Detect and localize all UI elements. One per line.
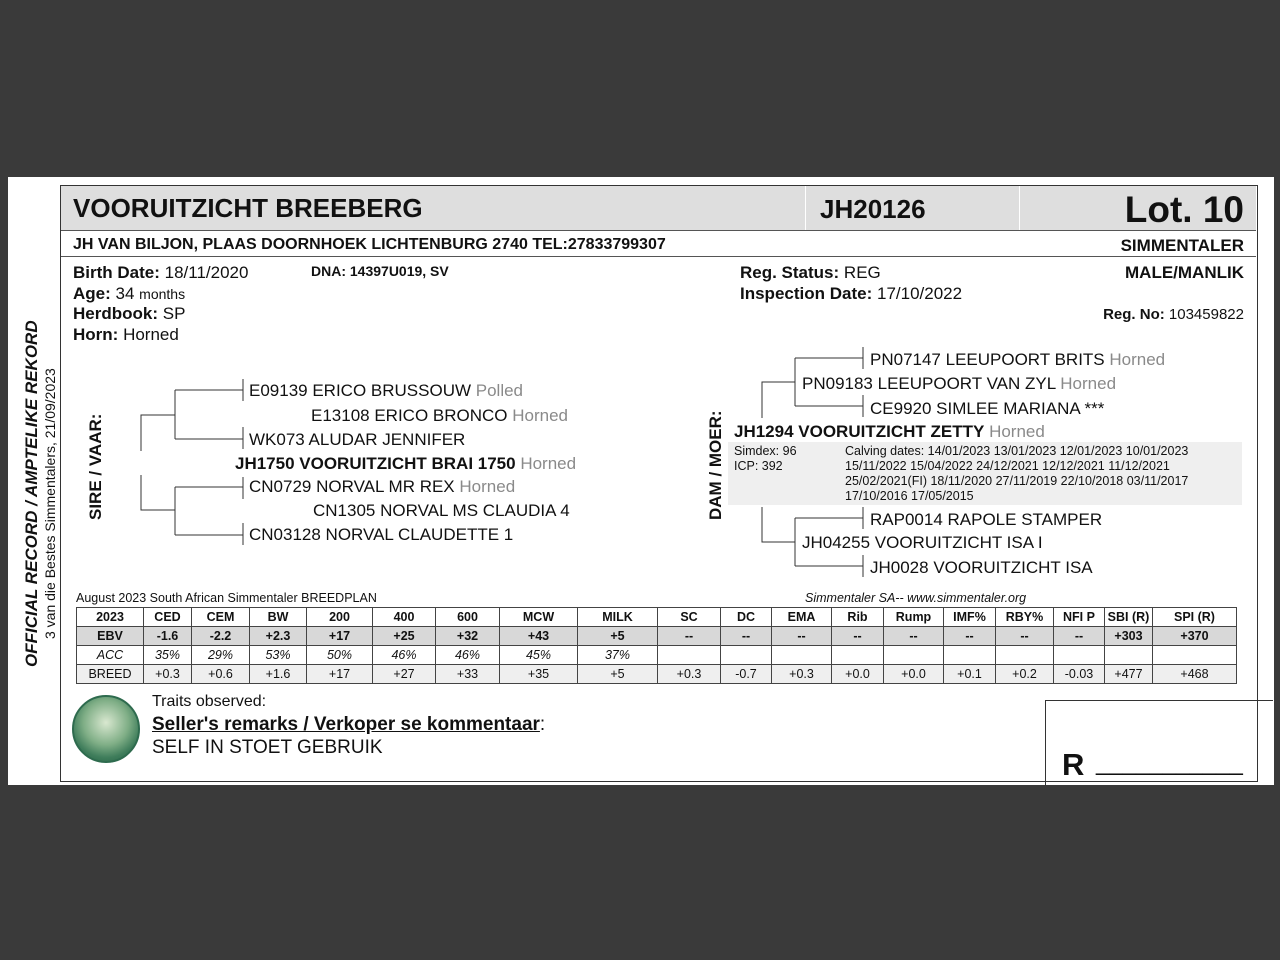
ebv-header-cell: Rump bbox=[884, 608, 944, 627]
age-unit: months bbox=[139, 286, 186, 302]
sire-sire-dam: WK073 ALUDAR JENNIFER bbox=[249, 430, 466, 449]
sire-dam-horn: Horned bbox=[459, 477, 516, 496]
ebv-header-cell: 600 bbox=[436, 608, 500, 627]
dam-sire-sire-horn: Horned bbox=[1109, 350, 1166, 369]
ebv-cell: +43 bbox=[500, 627, 578, 646]
price-currency: R bbox=[1062, 747, 1085, 782]
ebv-cell: 46% bbox=[373, 646, 436, 665]
ebv-cell: +35 bbox=[500, 665, 578, 684]
ebv-header-cell: MCW bbox=[500, 608, 578, 627]
ebv-cell bbox=[996, 646, 1054, 665]
horn-value: Horned bbox=[123, 325, 179, 344]
dam-sire-name: PN09183 LEEUPOORT VAN ZYL bbox=[802, 374, 1056, 393]
ebv-header-cell: SC bbox=[658, 608, 721, 627]
ebv-cell: +0.6 bbox=[192, 665, 250, 684]
ebv-header-cell: CED bbox=[144, 608, 192, 627]
ebv-cell: 50% bbox=[307, 646, 373, 665]
age-label: Age: bbox=[73, 284, 111, 303]
ebv-cell: 29% bbox=[192, 646, 250, 665]
ebv-cell: +2.3 bbox=[250, 627, 307, 646]
dam-dam-sire: RAP0014 RAPOLE STAMPER bbox=[870, 510, 1103, 529]
ebv-cell bbox=[1153, 646, 1237, 665]
ebv-cell bbox=[1105, 646, 1153, 665]
inspection-date-label: Inspection Date: bbox=[740, 284, 873, 303]
acc-row bbox=[77, 646, 1237, 665]
breed-avg-row bbox=[77, 665, 1237, 684]
reg-status-value: REG bbox=[843, 263, 881, 282]
reg-no-label: Reg. No: bbox=[1103, 306, 1165, 323]
breedplan-caption: August 2023 South African Simmentaler BREEDPLAN bbox=[76, 591, 377, 605]
dam-horn: Horned bbox=[989, 422, 1045, 441]
ebv-cell: 46% bbox=[436, 646, 500, 665]
ebv-cell: +468 bbox=[1153, 665, 1237, 684]
ebv-cell bbox=[832, 646, 884, 665]
ebv-header-cell: NFI P bbox=[1054, 608, 1105, 627]
simdex: Simdex: 96 bbox=[734, 444, 797, 458]
seller-remarks bbox=[152, 714, 545, 736]
sire-sire-horn: Polled bbox=[475, 381, 524, 400]
ebv-cell bbox=[884, 646, 944, 665]
animal-reg-id: JH20126 bbox=[820, 194, 926, 224]
dam-label: DAM / MOER: bbox=[706, 410, 725, 520]
ebv-header-cell: 400 bbox=[373, 608, 436, 627]
birth-date-value: 18/11/2020 bbox=[164, 263, 249, 282]
sire bbox=[235, 454, 576, 474]
calving-dates-line-2: 15/11/2022 15/04/2022 24/12/2021 12/12/2021 11/12/2021 bbox=[845, 459, 1170, 473]
seller-remarks-text: SELF IN STOET GEBRUIK bbox=[152, 737, 383, 758]
traits-observed: Traits observed: bbox=[152, 693, 267, 710]
ebv-cell: 45% bbox=[500, 646, 578, 665]
official-record-label: OFFICIAL RECORD / AMPTELIKE REKORD bbox=[22, 320, 41, 667]
ebv-cell: 35% bbox=[144, 646, 192, 665]
ebv-header-cell: CEM bbox=[192, 608, 250, 627]
ebv-cell: +33 bbox=[436, 665, 500, 684]
ebv-row bbox=[77, 627, 1237, 646]
seller-remarks-label: Seller's remarks / Verkoper se kommentaar bbox=[152, 714, 540, 735]
ebv-table bbox=[76, 607, 1237, 684]
herdbook-label: Herdbook: bbox=[73, 304, 158, 323]
reg-no-value: 103459822 bbox=[1168, 306, 1244, 323]
horn-label: Horn: bbox=[73, 325, 119, 344]
dam-sire-horn: Horned bbox=[1060, 374, 1117, 393]
calving-dates-line-4: 17/10/2016 17/05/2015 bbox=[845, 489, 974, 503]
ebv-cell: +17 bbox=[307, 627, 373, 646]
breed-name: SIMMENTALER bbox=[1120, 236, 1244, 255]
ebv-cell: +0.2 bbox=[996, 665, 1054, 684]
ebv-header-row bbox=[77, 608, 1237, 627]
sire-name: JH1750 VOORUITZICHT BRAI 1750 bbox=[235, 454, 516, 473]
ebv-header-cell: 200 bbox=[307, 608, 373, 627]
ebv-header-cell: IMF% bbox=[944, 608, 996, 627]
sex-label: MALE/MANLIK bbox=[1125, 263, 1244, 282]
ebv-cell: -0.03 bbox=[1054, 665, 1105, 684]
sire-dam-sire: CN1305 NORVAL MS CLAUDIA 4 bbox=[313, 501, 570, 520]
sire-dam-dam: CN03128 NORVAL CLAUDETTE 1 bbox=[249, 525, 514, 544]
simmentaler-logo bbox=[72, 695, 140, 763]
ebv-cell: +477 bbox=[1105, 665, 1153, 684]
inspection-date-value: 17/10/2022 bbox=[876, 284, 963, 303]
sire-sire bbox=[249, 381, 523, 401]
ebv-cell: +32 bbox=[436, 627, 500, 646]
lot-card bbox=[8, 177, 1274, 785]
sire-sire-sire-horn: Horned bbox=[512, 406, 569, 425]
ebv-header-cell: SBI (R) bbox=[1105, 608, 1153, 627]
ebv-cell bbox=[1054, 646, 1105, 665]
ebv-cell: +303 bbox=[1105, 627, 1153, 646]
ebv-row-label: EBV bbox=[77, 627, 144, 646]
ebv-row-label: BREED bbox=[77, 665, 144, 684]
ebv-cell: +370 bbox=[1153, 627, 1237, 646]
calving-dates-line-1: Calving dates: 14/01/2023 13/01/2023 12/01/2023 10/01/2023 bbox=[845, 444, 1189, 458]
ebv-cell: +0.0 bbox=[832, 665, 884, 684]
sire-horn: Horned bbox=[520, 454, 577, 473]
ebv-header-cell: 2023 bbox=[77, 608, 144, 627]
dam-sire bbox=[802, 374, 1116, 394]
ebv-cell bbox=[721, 646, 772, 665]
age-value: 34 bbox=[115, 284, 135, 303]
website-caption: Simmentaler SA-- www.simmentaler.org bbox=[805, 591, 1027, 605]
dam-sire-dam: CE9920 SIMLEE MARIANA *** bbox=[870, 399, 1105, 418]
dam-dam-dam: JH0028 VOORUITZICHT ISA bbox=[870, 558, 1093, 577]
lot-number: Lot. 10 bbox=[1124, 189, 1244, 230]
ebv-cell bbox=[772, 646, 832, 665]
ebv-cell: +5 bbox=[578, 665, 658, 684]
dam-name: JH1294 VOORUITZICHT ZETTY bbox=[734, 422, 985, 441]
reg-status-label: Reg. Status: bbox=[740, 263, 840, 282]
ebv-cell: +5 bbox=[578, 627, 658, 646]
ebv-cell: -- bbox=[832, 627, 884, 646]
ebv-cell: -- bbox=[772, 627, 832, 646]
ebv-cell: 53% bbox=[250, 646, 307, 665]
dam-sire-sire bbox=[870, 350, 1165, 370]
ebv-cell: +1.6 bbox=[250, 665, 307, 684]
dam-dam: JH04255 VOORUITZICHT ISA I bbox=[802, 533, 1043, 552]
birth-date-label: Birth Date: bbox=[73, 263, 160, 282]
ebv-cell bbox=[944, 646, 996, 665]
owner-details: JH VAN BILJON, PLAAS DOORNHOEK LICHTENBURG 2740 TEL:27833799307 bbox=[73, 236, 666, 253]
price-blank[interactable]: ___________ bbox=[1096, 749, 1243, 776]
dam bbox=[734, 422, 1045, 442]
ebv-cell: -- bbox=[721, 627, 772, 646]
ebv-header-cell: Rib bbox=[832, 608, 884, 627]
ebv-cell: +0.3 bbox=[144, 665, 192, 684]
ebv-row-label: ACC bbox=[77, 646, 144, 665]
ebv-cell: +0.3 bbox=[658, 665, 721, 684]
ebv-cell: +0.0 bbox=[884, 665, 944, 684]
sire-dam bbox=[249, 477, 515, 497]
ebv-header-cell: DC bbox=[721, 608, 772, 627]
ebv-cell: +17 bbox=[307, 665, 373, 684]
ebv-cell: -- bbox=[996, 627, 1054, 646]
dna-info: DNA: 14397U019, SV bbox=[311, 263, 449, 279]
ebv-cell: -0.7 bbox=[721, 665, 772, 684]
ebv-cell: -- bbox=[884, 627, 944, 646]
sire-sire-sire bbox=[311, 406, 568, 426]
dam-sire-sire-name: PN07147 LEEUPOORT BRITS bbox=[870, 350, 1105, 369]
ebv-cell: -- bbox=[1054, 627, 1105, 646]
ebv-cell: +25 bbox=[373, 627, 436, 646]
ebv-header-cell: MILK bbox=[578, 608, 658, 627]
ebv-cell: +0.3 bbox=[772, 665, 832, 684]
calving-dates-line-3: 25/02/2021(FI) 18/11/2020 27/11/2019 22/10/2018 03/11/2017 bbox=[845, 474, 1189, 488]
sire-label: SIRE / VAAR: bbox=[86, 413, 105, 520]
ebv-cell: -2.2 bbox=[192, 627, 250, 646]
herdbook-value: SP bbox=[162, 304, 186, 323]
ebv-header-cell: EMA bbox=[772, 608, 832, 627]
seller-remarks-colon: : bbox=[539, 714, 546, 735]
ebv-cell: -- bbox=[944, 627, 996, 646]
ebv-cell: 37% bbox=[578, 646, 658, 665]
ebv-cell: -- bbox=[658, 627, 721, 646]
animal-name: VOORUITZICHT BREEBERG bbox=[73, 193, 423, 223]
ebv-cell: +27 bbox=[373, 665, 436, 684]
icp: ICP: 392 bbox=[734, 459, 783, 473]
ebv-cell: +0.1 bbox=[944, 665, 996, 684]
ebv-cell: -1.6 bbox=[144, 627, 192, 646]
sire-dam-name: CN0729 NORVAL MR REX bbox=[249, 477, 455, 496]
ebv-header-cell: RBY% bbox=[996, 608, 1054, 627]
sire-sire-name: E09139 ERICO BRUSSOUW bbox=[249, 381, 472, 400]
sire-sire-sire-name: E13108 ERICO BRONCO bbox=[311, 406, 508, 425]
sale-name-label: 3 van die Bestes Simmentalers, 21/09/2023 bbox=[42, 368, 58, 639]
ebv-header-cell: SPI (R) bbox=[1153, 608, 1237, 627]
ebv-header-cell: BW bbox=[250, 608, 307, 627]
ebv-cell bbox=[658, 646, 721, 665]
